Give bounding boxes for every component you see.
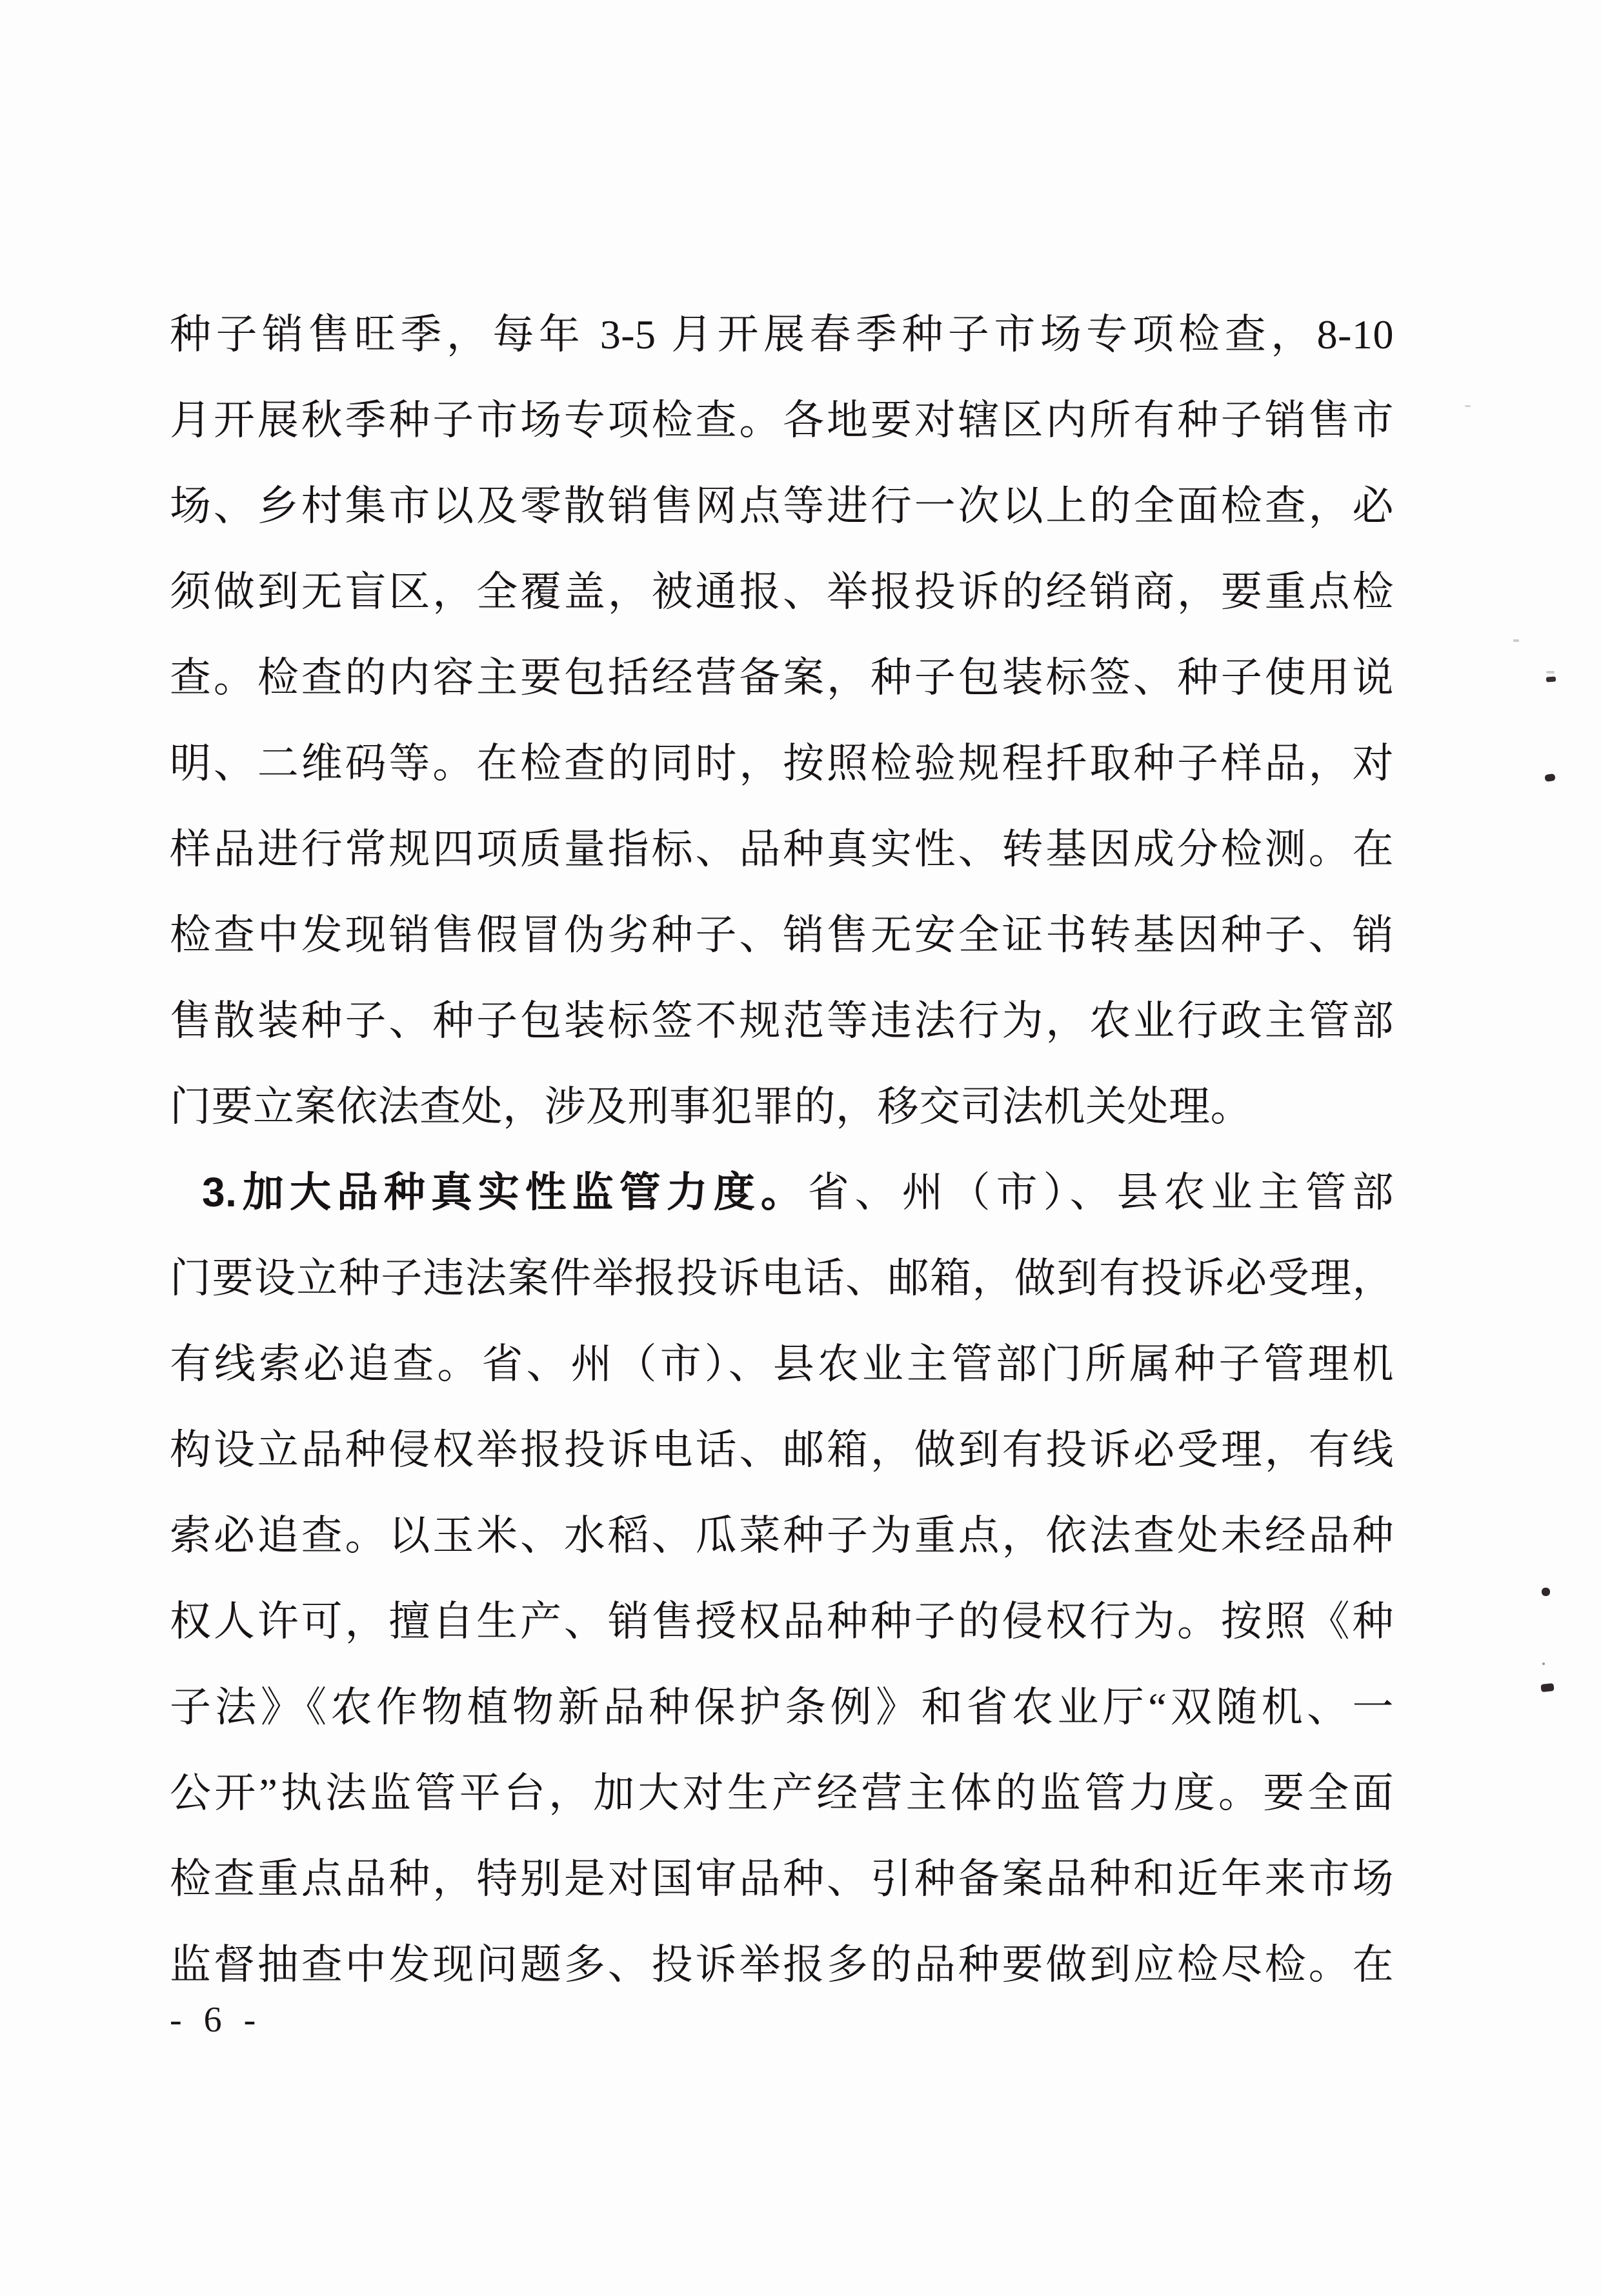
text-line-4 [170,549,1394,635]
text-segment: 省、州（市）、县农业主管部 [807,1170,1395,1215]
text-line-9 [170,978,1394,1064]
text-segment: 监督抽查中发现问题多、投诉举报多的品种要做到应检尽检。在 [170,1942,1394,1988]
text-segment: 样品进行常规四项质量指标、品种真实性、转基因成分检测。在 [170,826,1394,872]
ink-speck [1542,1662,1545,1665]
text-segment: 门要立案依法查处，涉及刑事犯罪的，移交司法机关处理。 [170,1084,1252,1130]
text-segment: 门要设立种子违法案件举报投诉电话、邮箱，做到有投诉必受理， [170,1255,1394,1301]
text-segment: 索必追查。以玉米、水稻、瓜菜种子为重点，依法查处未经品种 [170,1513,1394,1559]
text-segment: 明、二维码等。在检查的同时，按照检验规程扦取种子样品，对 [170,741,1394,786]
text-line-7 [170,806,1394,892]
ink-speck [1513,639,1519,642]
text-line-14 [170,1407,1394,1493]
text-line-11 [170,1150,1394,1235]
text-line-13 [170,1321,1394,1407]
text-line-19 [170,1836,1394,1922]
text-line-2 [170,377,1394,463]
ink-speck [1546,676,1556,682]
ink-speck [1544,774,1555,782]
ink-speck [1540,1683,1554,1692]
body-text [170,292,1394,2008]
text-segment: 月开展秋季种子市场专项检查。各地要对辖区内所有种子销售市 [170,397,1394,443]
text-segment: 场、乡村集市以及零散销售网点等进行一次以上的全面检查，必 [170,483,1394,529]
text-line-5 [170,635,1394,721]
text-segment: 售散装种子、种子包装标签不规范等违法行为，农业行政主管部 [170,998,1394,1044]
text-line-3 [170,463,1394,549]
text-line-1 [170,292,1394,377]
text-line-15 [170,1493,1394,1579]
text-segment: 须做到无盲区，全覆盖，被通报、举报投诉的经销商，要重点检 [170,569,1394,615]
text-line-12 [170,1235,1394,1321]
text-segment: 种子销售旺季，每年 3-5 月开展春季种子市场专项检查，8-10 [170,312,1394,357]
text-line-8 [170,892,1394,978]
text-segment: 权人许可，擅自生产、销售授权品种种子的侵权行为。按照《种 [170,1599,1394,1644]
text-line-17 [170,1664,1394,1750]
text-line-20 [170,1922,1394,2008]
ink-speck [1465,405,1471,407]
bold-heading-segment: 3.加大品种真实性监管力度。 [202,1169,808,1215]
text-segment: 公开”执法监管平台，加大对生产经营主体的监管力度。要全面 [170,1770,1394,1816]
text-segment: 检查重点品种，特别是对国审品种、引种备案品种和近年来市场 [170,1856,1394,1902]
text-line-6 [170,721,1394,806]
text-line-18 [170,1750,1394,1836]
text-segment: 构设立品种侵权举报投诉电话、邮箱，做到有投诉必受理，有线 [170,1427,1394,1473]
text-line-10 [170,1064,1394,1150]
page-number: - 6 - [170,2000,263,2040]
ink-speck [1546,671,1555,674]
text-segment: 检查中发现销售假冒伪劣种子、销售无安全证书转基因种子、销 [170,912,1394,958]
text-segment: 子法》《农作物植物新品种保护条例》和省农业厅“双随机、一 [170,1684,1394,1730]
text-line-16 [170,1579,1394,1664]
text-segment: 有线索必追查。省、州（市）、县农业主管部门所属种子管理机 [170,1341,1394,1387]
text-segment: 查。检查的内容主要包括经营备案，种子包装标签、种子使用说 [170,655,1394,701]
ink-speck [1542,1588,1550,1596]
